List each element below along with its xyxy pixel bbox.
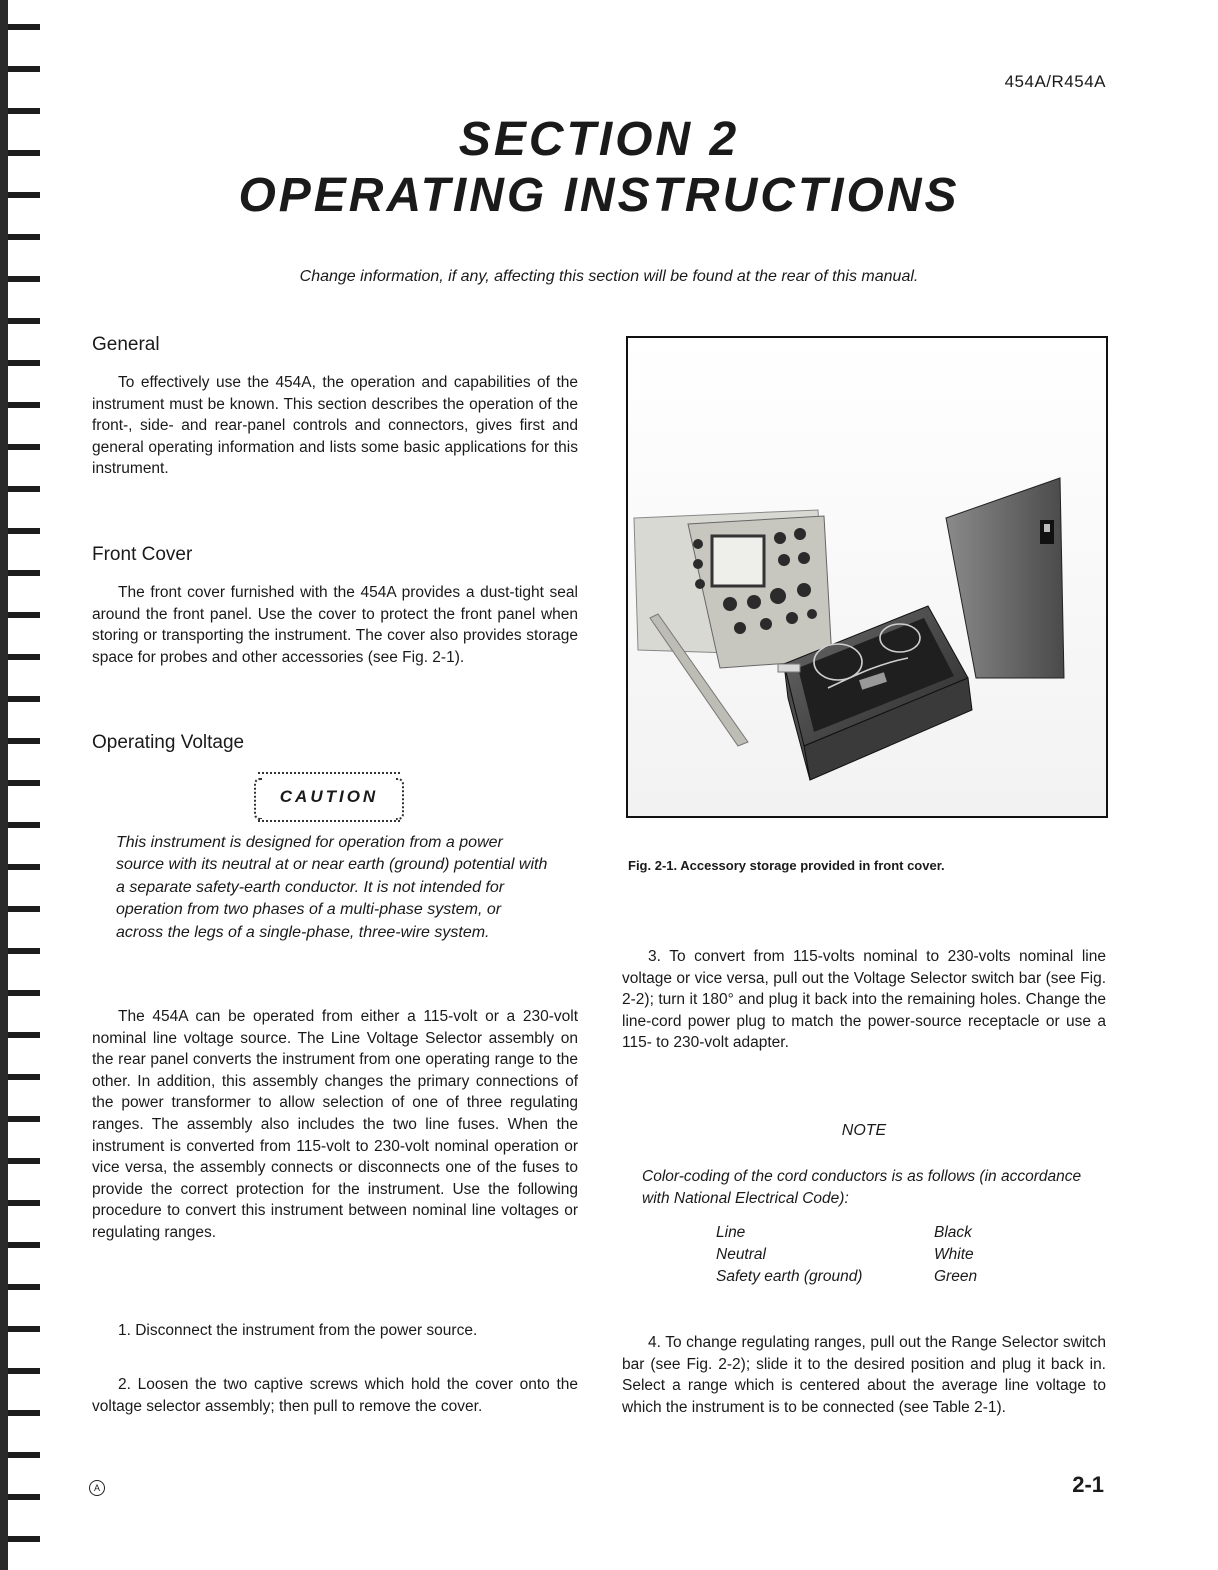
spiral-binding [0,0,40,1570]
conductor-color: White [934,1246,974,1264]
conductor-color: Green [934,1268,978,1286]
conductor-name: Neutral [716,1246,766,1264]
section-title: SECTION 2 [458,113,740,166]
operating-voltage-paragraph: The 454A can be operated from either a 115-volt or a 230-volt nominal line voltage source. The Line Voltage Selector assembly on the rear panel converts the instrument from one operating range to the other. In addition, this assembly changes the primary connections of the power transformer to allow selection of one of three regulating ranges. The assembly also includes the two line fuses. When the instrument is converted from 115-volt to 230-volt nominal operation or vice versa, the assembly connects or disconnects one of the fuses to provide the correct protection for the instrument. Use the following procedure to convert this instrument between nominal line voltages or regulating ranges. [92,1008,578,1241]
heading-general: General [92,334,160,355]
step-4: 4. To change regulating ranges, pull out the Range Selector switch bar (see Fig. 2-2); slide it to the desired position and plug it back in. Select a range which is centered about the average line voltage to which the instrument is to be connected (see Table 2-1). [622,1334,1106,1416]
oscilloscope-screen [712,536,764,586]
page-number: 2-1 [1072,1472,1104,1497]
step-1: 1. Disconnect the instrument from the power source. [118,1322,478,1339]
accessory-storage-illustration [628,338,1106,816]
general-paragraph: To effectively use the 454A, the operation and capabilities of the instrument must be known. This section describes the operation of the front-, side- and rear-panel controls and connectors, gives first and general operating information and lists some basic applications for this instrument. [92,374,578,478]
heading-operating-voltage: Operating Voltage [92,732,245,753]
color-coding-table [716,1222,1014,1289]
conductor-name: Line [716,1224,746,1241]
conductor-name: Safety earth (ground) [716,1268,863,1286]
document-number: 454A/R454A [1004,72,1106,91]
heading-front-cover: Front Cover [92,544,193,565]
note-intro: Color-coding of the cord conductors is as follows (in accordance with National Electrical Code): [642,1168,1082,1207]
revision-mark: A [89,1480,105,1496]
color-coding-row [716,1244,1014,1266]
step-3: 3. To convert from 115-volts nominal to 230-volts nominal line voltage or vice versa, pull out the Voltage Selector switch bar (see Fig. 2-2); turn it 180° and plug it back into the remaining holes. Change the line-cord power plug to match the power-source receptacle or use a 115- to 230-volt adapter. [622,948,1106,1052]
color-coding-row [716,1266,1014,1288]
note-title: NOTE [841,1122,887,1139]
caution-box [258,772,400,822]
step-2: 2. Loosen the two captive screws which hold the cover onto the voltage selector assembly; then pull to remove the cover. [92,1376,578,1415]
figure-caption: Fig. 2-1. Accessory storage provided in front cover. [628,858,945,873]
change-information-note: Change information, if any, affecting this section will be found at the rear of this manual. [299,268,919,285]
figure-2-1-photo [626,336,1108,818]
caution-label: CAUTION [279,787,379,806]
conductor-color: Black [934,1224,972,1241]
section-subtitle: OPERATING INSTRUCTIONS [238,169,960,222]
caution-text: This instrument is designed for operation from a power source with its neutral at or near earth (ground) potential with a separate safety-earth conductor. It is not intended for operation from two phases of a multi-phase system, or across the legs of a single-phase, three-wire system. [116,834,548,941]
front-cover-paragraph: The front cover furnished with the 454A provides a dust-tight seal around the front panel. Use the cover to protect the front panel when storing or transporting the instrument. The cover also provides storage space for probes and other accessories (see Fig. 2-1). [92,584,578,666]
color-coding-row [716,1222,1014,1244]
